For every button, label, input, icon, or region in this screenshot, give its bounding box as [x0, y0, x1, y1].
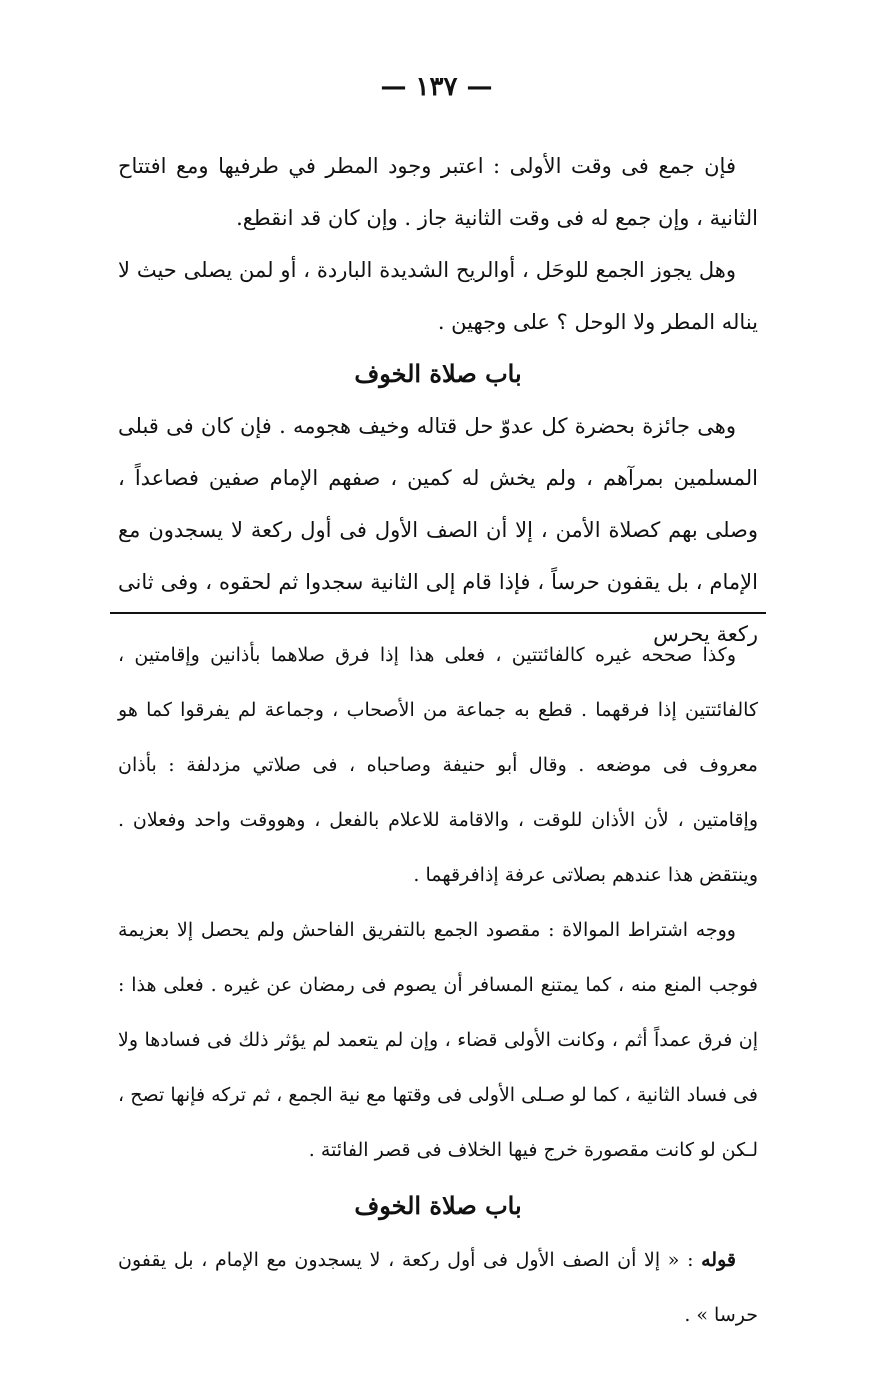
commentary-paragraph: وكذا صححه غيره كالفائتتين ، فعلى هذا إذا فرق صلاهما بأذانين وإقامتين ، كالفائتتين إذا فرقهما . قطع به جماعة من الأصحاب ، وجماعة لم يفرقوا كما هو معروف فى موضعه . وقال أبو حنيفة وصاحباه ، فى صلاتي مزدلفة : بأذان وإقامتين ، لأن الأذان للوقت ، والاقامة للاعلام بالفعل ، وهووقت واحد وفعلان . وينتقض هذا عندهم بصلاتى عرفة إذافرقهما .: [118, 644, 759, 886]
page-number: — ١٣٧ —: [380, 72, 493, 102]
chapter-heading: باب صلاة الخوف: [354, 359, 522, 388]
commentary-paragraph: ووجه اشتراط الموالاة : مقصود الجمع بالتفريق الفاحش ولم يحصل إلا بعزيمة فوجب المنع منه ، كما يمتنع المسافر أن يصوم فى رمضان عن غيره . فعلى هذا : إن فرق عمداً أثم ، وكانت الأولى قضاء ، وإن لم يتعمد لم يؤثر ذلك فى فسادها ولا فى فساد الثانية ، كما لو صـلى الأولى فى وقتها مع نية الجمع ، ثم تركه فإنها تصح ، لـكن لو كانت مقصورة خرج فيها الخلاف فى قصر الفائتة .: [118, 919, 758, 1161]
main-paragraph: فإن جمع فى وقت الأولى : اعتبر وجود المطر في طرفيها ومع افتتاح الثانية ، وإن جمع له فى وقت الثانية جاز . وإن كان قد انقطع.: [118, 154, 758, 230]
commentary-text: [118, 628, 758, 1343]
commentary-quote: : « إلا أن الصف الأول فى أول ركعة ، لا يسجدون مع الإمام ، بل يقفون حرسا » .: [118, 1249, 758, 1326]
commentary-lead-word: قوله: [701, 1249, 736, 1271]
footnote-divider: [110, 612, 766, 614]
main-text: [118, 140, 758, 660]
commentary-paragraph: [118, 1233, 758, 1343]
commentary-heading: باب صلاة الخوف: [354, 1191, 522, 1220]
main-paragraph: وهل يجوز الجمع للوحَل ، أوالريح الشديدة الباردة ، أو لمن يصلى حيث لا يناله المطر ولا الوحل ؟ على وجهين .: [118, 258, 758, 334]
main-paragraph: وهى جائزة بحضرة كل عدوّ حل قتاله وخيف هجومه . فإن كان فى قبلى المسلمين بمرآهم ، ولم يخش له كمين ، صفهم الإمام صفين فصاعداً ، وصلى بهم كصلاة الأمن ، إلا أن الصف الأول فى أول ركعة لا يسجدون مع الإمام ، بل يقفون حرساً ، فإذا قام إلى الثانية سجدوا ثم لحقوه ، وفى ثانى ركعة يحرس: [118, 414, 758, 646]
